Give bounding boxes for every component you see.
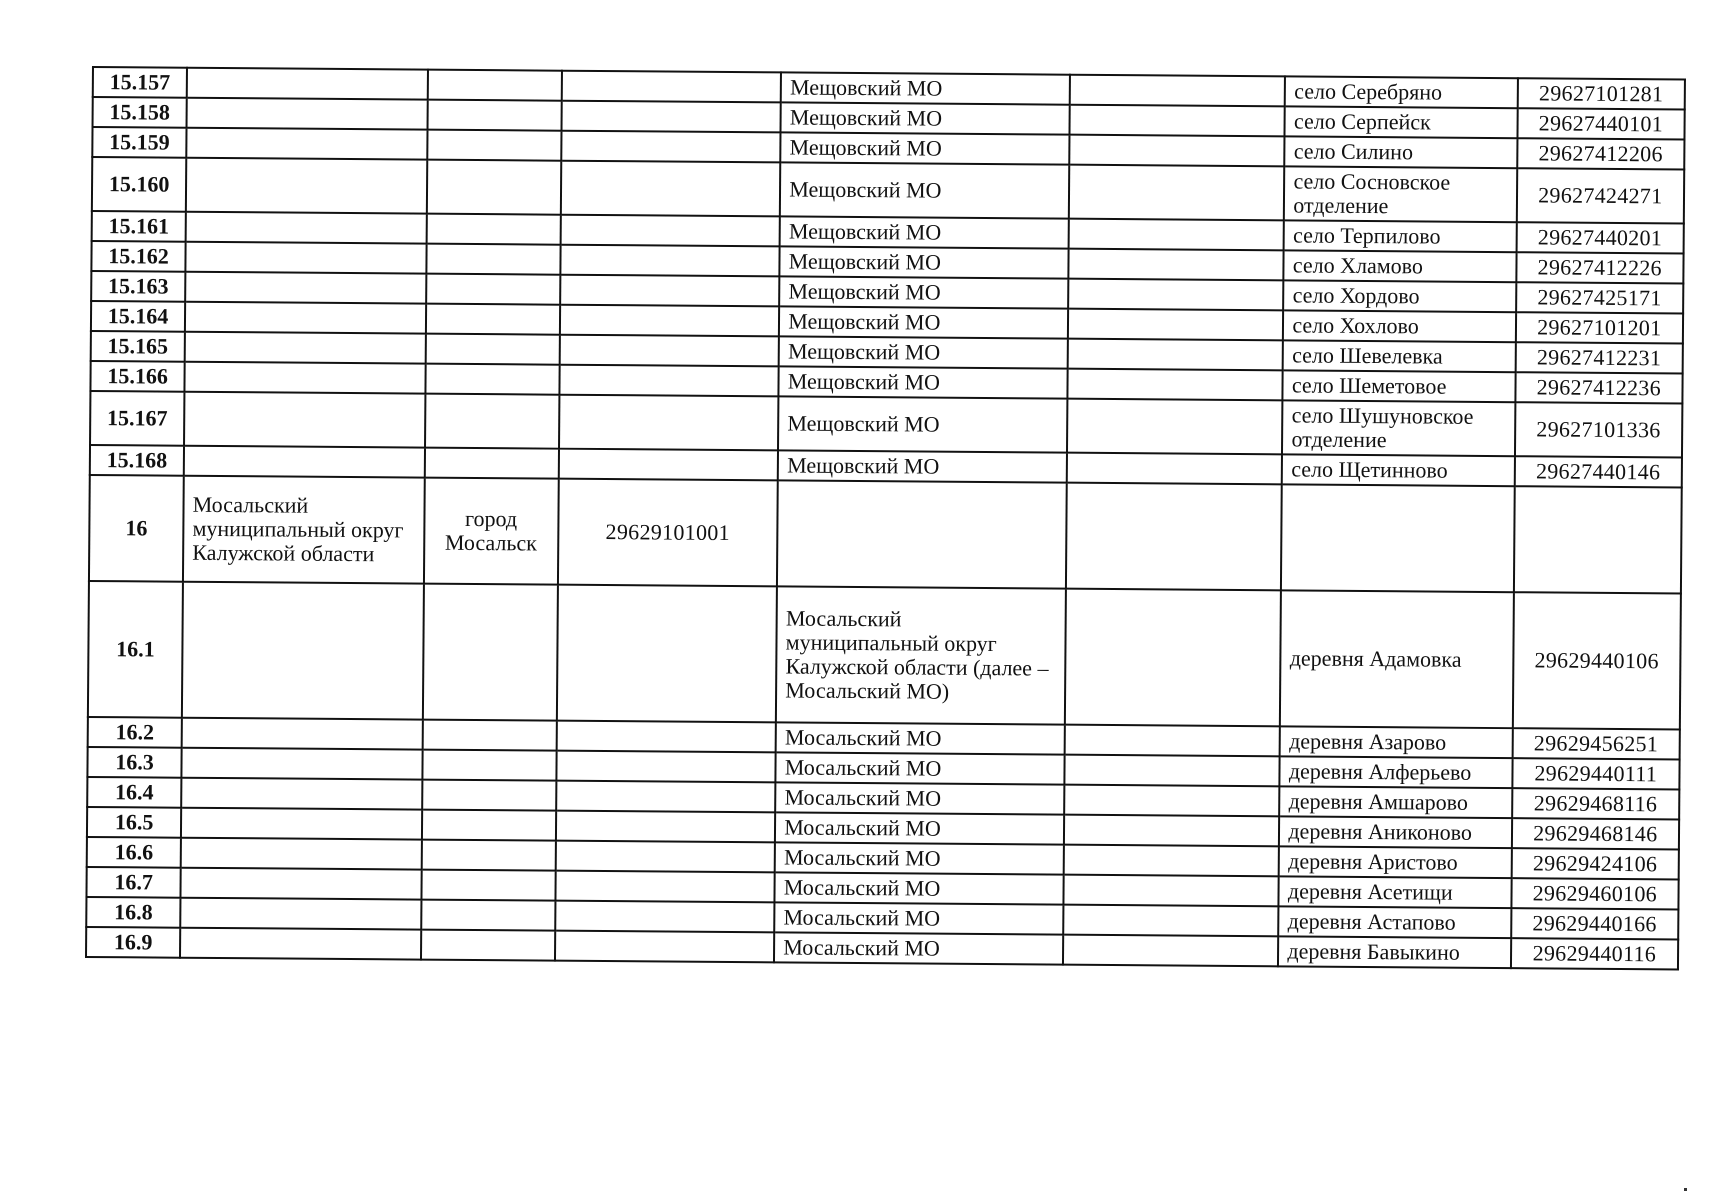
cell-row-number: 16.3 [87, 747, 181, 778]
cell-settlement-name: деревня Алферьево [1280, 756, 1512, 788]
cell-settlement-oktmo: 29627101336 [1515, 402, 1683, 457]
cell-municipal-okrug [187, 98, 428, 130]
cell-admin-center-oktmo [555, 871, 775, 903]
cell-empty-column [1065, 589, 1282, 727]
cell-settlement-oktmo: 29629456251 [1512, 728, 1680, 759]
cell-empty-column [1064, 785, 1280, 817]
cell-municipal-okrug [182, 582, 424, 720]
cell-admin-center-oktmo [558, 449, 778, 481]
cell-municipal-okrug [185, 272, 426, 304]
cell-row-number: 16.9 [86, 927, 180, 958]
cell-municipal-formation: Мосальский МО [774, 902, 1063, 934]
cell-settlement-name: село Серебряно [1285, 76, 1517, 108]
cell-municipal-formation: Мещовский МО [779, 276, 1068, 308]
cell-row-number: 15.161 [92, 211, 186, 242]
cell-municipal-okrug [180, 898, 421, 930]
cell-municipal-okrug [186, 128, 427, 160]
cell-empty-column [1067, 453, 1283, 485]
cell-admin-center [421, 870, 555, 901]
table-row [89, 475, 1682, 594]
cell-empty-column [1070, 75, 1286, 107]
cell-admin-center-oktmo [561, 71, 781, 103]
cell-settlement-oktmo: 29627101281 [1517, 78, 1685, 109]
cell-admin-center [427, 70, 561, 101]
cell-admin-center [421, 900, 555, 931]
table-row [88, 581, 1681, 729]
cell-municipal-formation: Мосальский МО [775, 782, 1064, 814]
cell-empty-column [1069, 135, 1285, 167]
cell-empty-column [1069, 219, 1285, 251]
cell-settlement-name: деревня Аристово [1279, 846, 1511, 878]
cell-admin-center-oktmo [556, 585, 777, 723]
cell-admin-center [422, 810, 556, 841]
cell-municipal-okrug [186, 212, 427, 244]
cell-municipal-okrug [186, 242, 427, 274]
cell-row-number: 15.157 [93, 67, 187, 98]
cell-admin-center [426, 274, 560, 305]
cell-settlement-name: село Терпилово [1284, 220, 1516, 252]
cell-municipal-okrug [184, 392, 425, 448]
cell-empty-column [1066, 483, 1282, 591]
cell-admin-center-oktmo [556, 781, 776, 813]
cell-row-number: 15.158 [93, 97, 187, 128]
cell-settlement-name: деревня Амшарово [1280, 786, 1512, 818]
cell-settlement-oktmo [1514, 486, 1682, 593]
cell-admin-center-oktmo [559, 305, 779, 337]
table-body [86, 67, 1685, 969]
cell-row-number: 15.166 [90, 361, 184, 392]
cell-municipal-formation: Мосальский МО [775, 872, 1064, 904]
cell-settlement-name: деревня Адамовка [1280, 590, 1513, 728]
cell-municipal-okrug [185, 332, 426, 364]
cell-row-number: 15.159 [92, 127, 186, 158]
cell-settlement-oktmo: 29629468146 [1511, 818, 1679, 849]
cell-row-number: 16.6 [87, 837, 181, 868]
cell-admin-center: город Мосальск [424, 478, 559, 585]
cell-admin-center [427, 100, 561, 131]
cell-settlement-name: деревня Асетищи [1279, 876, 1511, 908]
cell-settlement-oktmo: 29629424106 [1511, 848, 1679, 879]
cell-empty-column [1069, 105, 1285, 137]
cell-row-number: 15.167 [90, 391, 185, 446]
cell-row-number: 16.5 [87, 807, 181, 838]
cell-municipal-formation: Мещовский МО [779, 336, 1068, 368]
cell-settlement-name: деревня Бавыкино [1278, 936, 1510, 968]
cell-row-number: 15.162 [91, 241, 185, 272]
cell-admin-center-oktmo [561, 131, 781, 163]
cell-municipal-formation: Мосальский МО [774, 932, 1063, 964]
cell-municipal-formation: Мещовский МО [779, 366, 1068, 398]
cell-municipal-okrug [181, 868, 422, 900]
cell-municipal-formation: Мещовский МО [778, 396, 1067, 452]
cell-row-number: 15.163 [91, 271, 185, 302]
cell-admin-center [425, 364, 559, 395]
cell-municipal-okrug [185, 302, 426, 334]
cell-admin-center-oktmo [556, 721, 776, 753]
cell-settlement-oktmo: 29627412206 [1517, 138, 1685, 169]
cell-settlement-name: село Хламово [1284, 250, 1516, 282]
cell-settlement-name: село Щетинново [1282, 454, 1514, 486]
cell-settlement-name: село Шеметовое [1283, 370, 1515, 402]
cell-municipal-okrug: Мосальский муниципальный округ Калужской области [183, 476, 424, 584]
cell-admin-center [422, 780, 556, 811]
cell-admin-center-oktmo [560, 215, 780, 247]
cell-admin-center [426, 214, 560, 245]
cell-settlement-name: село Сосновское отделение [1284, 166, 1517, 222]
cell-municipal-formation: Мещовский МО [778, 450, 1067, 482]
cell-municipal-formation [777, 480, 1067, 588]
cell-empty-column [1064, 755, 1280, 787]
scan-speck [1684, 1188, 1687, 1191]
cell-municipal-formation: Мещовский МО [780, 162, 1069, 218]
cell-row-number: 16 [89, 475, 184, 582]
cell-settlement-oktmo: 29627425171 [1516, 282, 1684, 313]
cell-empty-column [1067, 369, 1283, 401]
cell-settlement-oktmo: 29627440146 [1514, 456, 1682, 487]
cell-municipal-formation: Мосальский МО [776, 752, 1065, 784]
cell-admin-center-oktmo: 29629101001 [558, 479, 778, 587]
cell-row-number: 16.7 [86, 867, 180, 898]
cell-settlement-name: деревня Аниконово [1279, 816, 1511, 848]
cell-settlement-name: село Хохлово [1283, 310, 1515, 342]
cell-empty-column [1063, 935, 1279, 967]
cell-settlement-oktmo: 29629440166 [1511, 908, 1679, 939]
cell-admin-center [426, 304, 560, 335]
cell-admin-center-oktmo [560, 275, 780, 307]
cell-admin-center [421, 840, 555, 871]
cell-admin-center [424, 448, 558, 479]
cell-admin-center-oktmo [556, 751, 776, 783]
cell-empty-column [1068, 279, 1284, 311]
cell-municipal-okrug [187, 68, 428, 100]
cell-empty-column [1064, 845, 1280, 877]
cell-empty-column [1064, 815, 1280, 847]
cell-admin-center [427, 130, 561, 161]
cell-municipal-okrug [182, 748, 423, 780]
cell-municipal-formation: Мосальский МО [776, 722, 1065, 754]
cell-settlement-oktmo: 29629440106 [1512, 592, 1680, 729]
cell-municipal-formation: Мещовский МО [780, 216, 1069, 248]
cell-admin-center-oktmo [561, 101, 781, 133]
cell-municipal-formation: Мещовский МО [781, 72, 1070, 104]
cell-row-number: 15.168 [90, 445, 184, 476]
cell-municipal-okrug [181, 808, 422, 840]
cell-settlement-name: деревня Азарово [1280, 726, 1512, 758]
cell-municipal-okrug [184, 446, 425, 478]
cell-municipal-okrug [180, 928, 421, 960]
cell-settlement-oktmo: 29627424271 [1516, 168, 1684, 223]
cell-settlement-oktmo: 29627440201 [1516, 222, 1684, 253]
cell-row-number: 16.1 [88, 581, 183, 718]
cell-admin-center-oktmo [555, 841, 775, 873]
cell-empty-column [1063, 905, 1279, 937]
cell-empty-column [1068, 339, 1284, 371]
cell-admin-center [421, 930, 555, 961]
cell-admin-center [427, 160, 561, 215]
cell-admin-center-oktmo [560, 245, 780, 277]
cell-settlement-name [1281, 484, 1514, 592]
cell-municipal-formation: Мещовский МО [781, 102, 1070, 134]
cell-row-number: 15.160 [92, 157, 187, 212]
cell-settlement-oktmo: 29627412236 [1515, 372, 1683, 403]
cell-admin-center-oktmo [559, 335, 779, 367]
scanned-table-area [85, 66, 1686, 970]
settlements-table [85, 66, 1686, 970]
cell-settlement-name: село Шушуновское отделение [1282, 400, 1515, 456]
cell-empty-column [1067, 399, 1283, 455]
cell-settlement-oktmo: 29627101201 [1515, 312, 1683, 343]
cell-row-number: 16.8 [86, 897, 180, 928]
cell-settlement-name: село Силино [1285, 136, 1517, 168]
cell-settlement-oktmo: 29627412231 [1515, 342, 1683, 373]
cell-admin-center [423, 584, 558, 721]
cell-municipal-formation: Мосальский муниципальный округ Калужской области (далее – Мосальский МО) [776, 586, 1066, 724]
cell-settlement-oktmo: 29627412226 [1516, 252, 1684, 283]
cell-empty-column [1063, 875, 1279, 907]
cell-admin-center [422, 720, 556, 751]
cell-row-number: 15.164 [91, 301, 185, 332]
cell-admin-center-oktmo [560, 161, 780, 217]
cell-settlement-name: село Шевелевка [1283, 340, 1515, 372]
cell-admin-center-oktmo [559, 365, 779, 397]
cell-admin-center-oktmo [555, 931, 775, 963]
cell-row-number: 15.165 [91, 331, 185, 362]
cell-empty-column [1068, 309, 1284, 341]
cell-admin-center-oktmo [556, 811, 776, 843]
cell-empty-column [1069, 165, 1285, 221]
cell-admin-center-oktmo [555, 901, 775, 933]
cell-municipal-formation: Мосальский МО [775, 842, 1064, 874]
cell-settlement-oktmo: 29627440101 [1517, 108, 1685, 139]
cell-municipal-okrug [186, 158, 427, 214]
cell-municipal-okrug [185, 362, 426, 394]
cell-settlement-oktmo: 29629468116 [1512, 788, 1680, 819]
cell-empty-column [1068, 249, 1284, 281]
cell-admin-center [426, 244, 560, 275]
cell-municipal-formation: Мещовский МО [779, 306, 1068, 338]
cell-municipal-formation: Мосальский МО [775, 812, 1064, 844]
cell-admin-center [425, 334, 559, 365]
cell-settlement-oktmo: 29629440111 [1512, 758, 1680, 789]
cell-admin-center [422, 750, 556, 781]
cell-settlement-name: село Серпейск [1285, 106, 1517, 138]
cell-municipal-okrug [181, 838, 422, 870]
cell-row-number: 16.4 [87, 777, 181, 808]
cell-settlement-name: село Хордово [1284, 280, 1516, 312]
cell-municipal-formation: Мещовский МО [780, 132, 1069, 164]
cell-municipal-formation: Мещовский МО [780, 246, 1069, 278]
cell-municipal-okrug [181, 778, 422, 810]
cell-settlement-oktmo: 29629440116 [1511, 938, 1679, 969]
cell-admin-center [425, 394, 559, 449]
cell-municipal-okrug [182, 718, 423, 750]
cell-settlement-name: деревня Астапово [1279, 906, 1511, 938]
cell-empty-column [1065, 725, 1281, 757]
cell-row-number: 16.2 [88, 717, 182, 748]
cell-admin-center-oktmo [559, 395, 779, 451]
cell-settlement-oktmo: 29629460106 [1511, 878, 1679, 909]
